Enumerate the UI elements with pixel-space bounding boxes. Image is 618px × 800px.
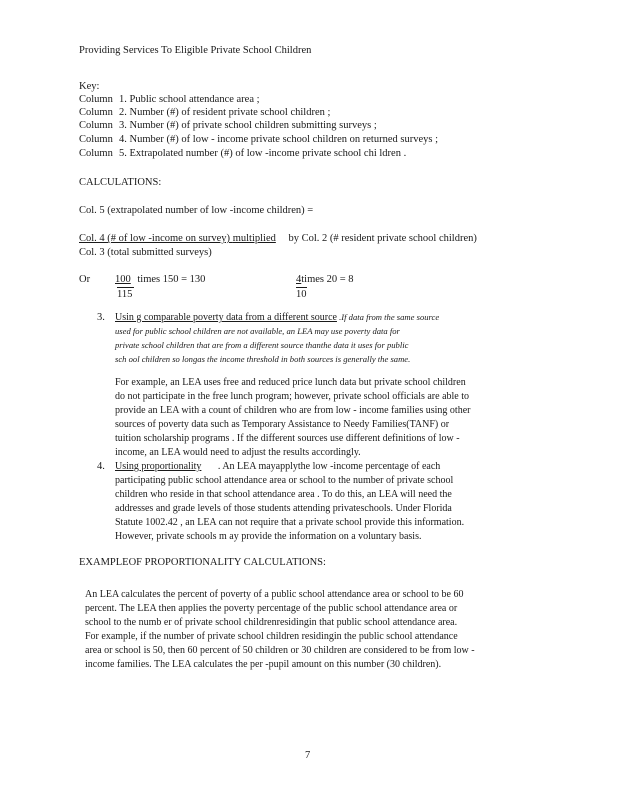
- key-row-text: 1. Public school attendance area ;: [119, 94, 260, 105]
- example-line: school to the numb er of private school childrenresidingin that public school attendance area.: [85, 617, 458, 628]
- item-4-heading: Using proportionality: [115, 461, 202, 472]
- item-3-paragraph-line: income, an LEA would need to adjust the results accordingly.: [115, 447, 361, 458]
- item-3-paragraph-line: do not participate in the free lunch program; however, private school officials are able to: [115, 391, 470, 402]
- fraction-2-rest: times 20 = 8: [301, 274, 354, 285]
- or-label: Or: [79, 274, 91, 285]
- item-4-line: Statute 1002.42 , an LEA can not require that a private school provide this information.: [115, 517, 465, 528]
- key-row-label: Column: [79, 120, 113, 131]
- fraction-1-rest: times 150 = 130: [137, 274, 206, 285]
- example-line: For example, if the number of private school children residingin the public school attendance: [85, 631, 458, 642]
- fraction-1-numerator: 100: [115, 274, 131, 285]
- item-3-paragraph-line: For example, an LEA uses free and reduced price lunch data but private school children: [115, 377, 466, 388]
- fraction-2-numerator: 4: [296, 274, 302, 285]
- item-3-italic-line: .If data from the same source: [336, 312, 440, 322]
- item-4-first-line: [115, 460, 440, 474]
- key-row-text: 2. Number (#) of resident private school children ;: [119, 107, 331, 118]
- item-3-paragraph-line: provide an LEA with a count of children who are from low - income families using other: [115, 405, 471, 416]
- item-3-heading: Usin g comparable poverty data from a different source: [115, 312, 337, 323]
- key-row-text: 5. Extrapolated number (#) of low -income private school chi ldren .: [119, 148, 407, 159]
- fraction-1: [115, 273, 205, 287]
- item-3-first-line: [115, 311, 439, 325]
- item-3-paragraph-line: sources of poverty data such as Temporary Assistance to Needy Families(TANF) or: [115, 419, 450, 430]
- item-4-number: 4.: [97, 461, 105, 472]
- example-line: An LEA calculates the percent of poverty of a public school attendance area or school to be 60: [85, 589, 464, 600]
- item-4-line: addresses and grade levels of those students attending privateschools. Under Florida: [115, 503, 452, 514]
- key-row-text: 3. Number (#) of private school children submitting surveys ;: [119, 120, 377, 131]
- fraction-2-denominator: 10: [296, 289, 307, 300]
- col4-multiplied: multiplied: [232, 233, 276, 244]
- col4-formula-line: [79, 232, 477, 246]
- example-heading: EXAMPLEOF PROPORTIONALITY CALCULATIONS:: [79, 557, 326, 568]
- page-number: 7: [305, 750, 311, 761]
- key-heading: Key:: [79, 81, 100, 92]
- col3-formula: Col. 3 (total submitted surveys): [79, 247, 212, 258]
- item-3-number: 3.: [97, 312, 105, 323]
- example-line: percent. The LEA then applies the poverty percentage of the public school attendance area or: [85, 603, 458, 614]
- fraction-1-denominator: 115: [117, 289, 133, 300]
- item-4-line: children who reside in that school attendance area . To do this, an LEA will need the: [115, 489, 452, 500]
- col4-underlined: Col. 4 (# of low -income on survey): [79, 233, 233, 244]
- item-4-line: However, private schools m ay provide the information on a voluntary basis.: [115, 531, 422, 542]
- item-3-italic-line: private school children that are from a different source thanthe data it uses for public: [115, 340, 409, 350]
- item-4-line: . An LEA mayapplythe low -income percentage of each: [215, 461, 441, 472]
- calculations-heading: CALCULATIONS:: [79, 177, 162, 188]
- fraction-2: [296, 273, 354, 287]
- example-line: area or school is 50, then 60 percent of 50 children or 30 children are considered to be from low -: [85, 645, 475, 656]
- col5-formula: Col. 5 (extrapolated number of low -income children) =: [79, 205, 314, 216]
- item-3-italic-line: sch ool children so longas the income threshold in both sources is generally the same.: [115, 354, 411, 364]
- key-row-text: 4. Number (#) of low - income private school children on returned surveys ;: [119, 134, 438, 145]
- item-3-paragraph-line: tuition scholarship programs . If the different sources use different definitions of low -: [115, 433, 460, 444]
- key-row-label: Column: [79, 134, 113, 145]
- key-row-label: Column: [79, 107, 113, 118]
- key-row-label: Column: [79, 148, 113, 159]
- item-4-line: participating public school attendance area or school to the number of private school: [115, 475, 454, 486]
- example-line: income families. The LEA calculates the per -pupil amount on this number (30 children).: [85, 659, 442, 670]
- key-row-label: Column: [79, 94, 113, 105]
- col4-rest: by Col. 2 (# resident private school children): [288, 233, 477, 244]
- item-3-italic-line: used for public school children are not available, an LEA may use poverty data for: [115, 326, 400, 336]
- page-title: Providing Services To Eligible Private School Children: [79, 45, 312, 56]
